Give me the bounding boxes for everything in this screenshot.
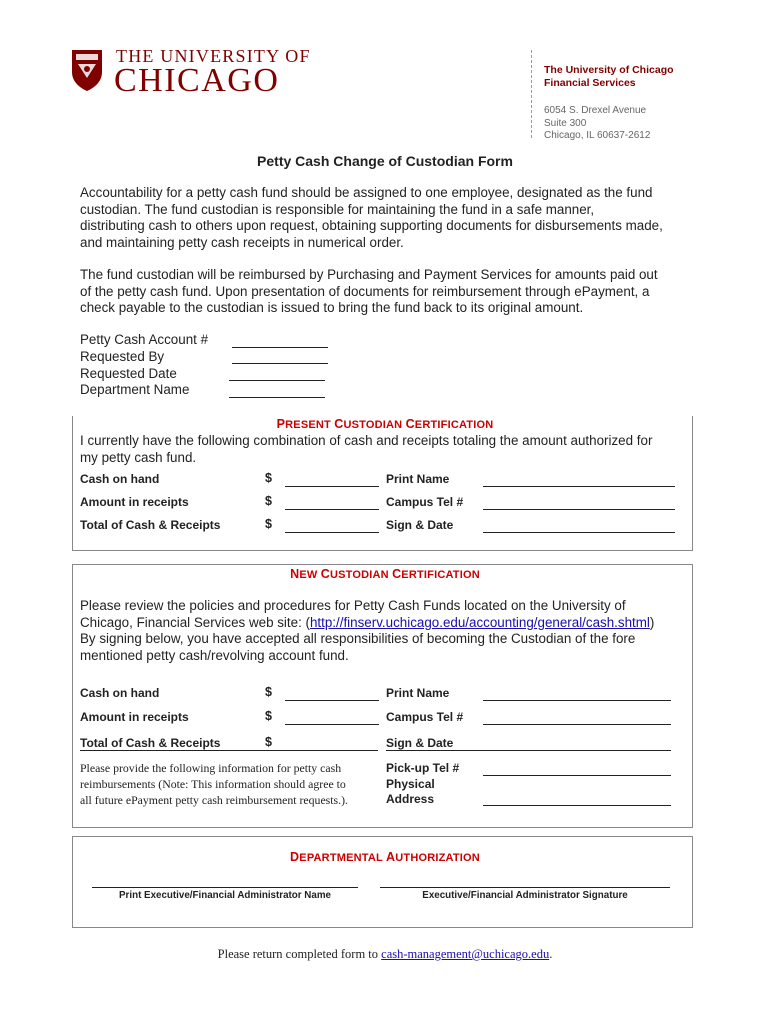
- admin-name-caption: Print Executive/Financial Administrator Name: [119, 890, 331, 901]
- department-name-field[interactable]: [229, 397, 325, 398]
- address-block: 6054 S. Drexel Avenue Suite 300 Chicago, IL 60637-2612: [544, 105, 651, 141]
- new-custodian-title: NEW CUSTODIAN CERTIFICATION: [290, 567, 480, 581]
- present-print-name-label: Print Name: [386, 472, 450, 486]
- address-label: Address: [386, 792, 435, 806]
- admin-signature-field[interactable]: [380, 887, 670, 888]
- reimbursement-note: Please provide the following information for petty cash reimbursements (Note: This information should agree to all future ePayment petty cash reimbursement requests.).: [80, 761, 348, 807]
- pickup-tel-label: Pick-up Tel #: [386, 761, 460, 775]
- new-campus-tel-field[interactable]: [483, 724, 671, 725]
- present-print-name-field[interactable]: [483, 486, 675, 487]
- account-number-label: Petty Cash Account #: [80, 332, 209, 347]
- present-custodian-title: PRESENT CUSTODIAN CERTIFICATION: [276, 417, 494, 431]
- new-cash-field[interactable]: [285, 700, 379, 701]
- requested-by-field[interactable]: [232, 363, 328, 364]
- present-cash-label: Cash on hand: [80, 472, 160, 486]
- new-sign-date-field[interactable]: [386, 750, 671, 751]
- university-shield-logo: [70, 48, 104, 92]
- new-total-field[interactable]: [80, 750, 378, 751]
- new-total-dollar: $: [265, 735, 272, 749]
- present-receipts-label: Amount in receipts: [80, 495, 189, 509]
- new-total-label: Total of Cash & Receipts: [80, 736, 221, 750]
- present-cash-dollar: $: [265, 471, 272, 485]
- present-receipts-field[interactable]: [285, 509, 379, 510]
- pickup-address-labels: [386, 761, 459, 808]
- account-number-field[interactable]: [232, 347, 328, 348]
- department-name-label: Department Name: [80, 382, 190, 397]
- return-instructions: Please return completed form to cash-management@uchicago.edu.: [217, 947, 553, 961]
- present-total-field[interactable]: [285, 532, 379, 533]
- present-receipts-dollar: $: [265, 494, 272, 508]
- admin-name-field[interactable]: [92, 887, 358, 888]
- new-sign-date-label: Sign & Date: [386, 736, 454, 750]
- present-campus-tel-field[interactable]: [483, 509, 675, 510]
- present-campus-tel-label: Campus Tel #: [386, 495, 464, 509]
- requested-date-label: Requested Date: [80, 366, 177, 381]
- university-line: THE UNIVERSITY OF: [116, 46, 311, 66]
- new-campus-tel-label: Campus Tel #: [386, 710, 464, 724]
- header-divider: [531, 50, 532, 138]
- new-print-name-field[interactable]: [483, 700, 671, 701]
- new-receipts-label: Amount in receipts: [80, 710, 189, 724]
- departmental-authorization-title: DEPARTMENTAL AUTHORIZATION: [290, 850, 480, 864]
- present-total-label: Total of Cash & Receipts: [80, 518, 221, 532]
- new-custodian-statement: Please review the policies and procedures for Petty Cash Funds located on the University of Chicago, Financial Services web site: (http://finserv.uchicago.edu/accounting/general/cash.shtml) By signing below, you have accepted all responsibilities of becoming the Custodian of the fore mentioned petty cash/revolving account fund.: [80, 598, 655, 663]
- intro-paragraph-2: The fund custodian will be reimbursed by Purchasing and Payment Services for amounts paid out of the petty cash fund. Upon presentation of documents for reimbursement through ePayment, a check payable to the custodian is issued to bring the fund back to its original amount.: [80, 267, 658, 315]
- requested-by-label: Requested By: [80, 349, 165, 364]
- cash-management-email-link[interactable]: cash-management@uchicago.edu: [381, 947, 550, 961]
- intro-paragraph-1: Accountability for a petty cash fund should be assigned to one employee, designated as the fund custodian. The fund custodian is responsible for maintaining the fund in a safe manner, distributing cash to others upon request, obtaining supporting documents for disbursements made, and maintaining petty cash receipts in numerical order.: [80, 185, 663, 250]
- new-print-name-label: Print Name: [386, 686, 450, 700]
- new-receipts-dollar: $: [265, 709, 272, 723]
- department-name-block: The University of Chicago Financial Services: [544, 64, 674, 89]
- present-sign-date-field[interactable]: [483, 532, 675, 533]
- new-cash-label: Cash on hand: [80, 686, 160, 700]
- present-cash-field[interactable]: [285, 486, 379, 487]
- requested-date-field[interactable]: [229, 380, 325, 381]
- present-sign-date-label: Sign & Date: [386, 518, 454, 532]
- new-cash-dollar: $: [265, 685, 272, 699]
- physical-address-field[interactable]: [483, 805, 671, 806]
- page-title: Petty Cash Change of Custodian Form: [257, 153, 513, 169]
- physical-label: Physical: [386, 776, 435, 791]
- admin-signature-caption: Executive/Financial Administrator Signature: [422, 890, 628, 901]
- pickup-tel-field[interactable]: [483, 775, 671, 776]
- cash-policy-link[interactable]: http://finserv.uchicago.edu/accounting/general/cash.shtml: [309, 614, 650, 630]
- university-name: CHICAGO: [114, 62, 280, 99]
- present-statement: I currently have the following combination of cash and receipts totaling the amount authorized for my petty cash fund.: [80, 433, 653, 465]
- new-receipts-field[interactable]: [285, 724, 379, 725]
- present-total-dollar: $: [265, 517, 272, 531]
